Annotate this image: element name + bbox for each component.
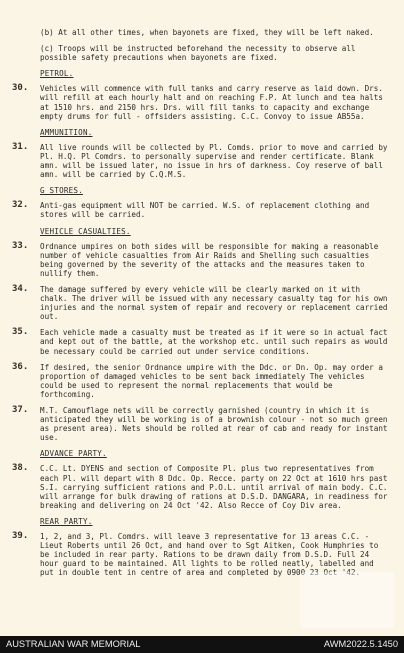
paragraph-35 <box>12 328 392 355</box>
footer-institution: AUSTRALIAN WAR MEMORIAL <box>6 639 141 649</box>
paragraph-31 <box>12 143 392 179</box>
paragraph-number: 33. <box>12 240 29 251</box>
paragraph-text: Anti-gas equipment will NOT be carried. W.S. of replacement clothing and stores will be carried. <box>40 201 370 220</box>
paragraph-number: 32. <box>12 200 29 211</box>
paragraph-text: If desired, the senior Ordnance umpire with the Ddc. or Dn. Op. may order a proportion of damaged vehicles to be sent back immediately The vehicles could be used to represent the normal replacements that would be forthcoming. <box>40 362 383 399</box>
heading-petrol: PETROL. <box>40 69 74 79</box>
heading-advance-party: ADVANCE PARTY. <box>40 449 107 459</box>
paragraph-34 <box>12 285 392 321</box>
paragraph-text: Each vehicle made a casualty must be treated as if it were so in actual fact and kept out of the battle, at the workshop etc. until such repairs as would be necessary could be carried out under service conditions. <box>40 328 388 356</box>
heading-ammunition: AMMUNITION. <box>40 127 93 137</box>
paragraph-text: M.T. Camouflage nets will be correctly garnished (country in which it is anticipated they will be working is of a brownish colour - not so much green as present area). Nets should be rolled at rear of cab and ready for instant use. <box>40 406 388 443</box>
paragraph-text: Ordnance umpires on both sides will be responsible for making a reasonable number of vehicle casualties from Air Raids and Shelling such casualties being governed by the severity of the attacks and the measures taken to nullify them. <box>40 241 379 278</box>
paragraph-30 <box>12 84 392 120</box>
paragraph-32 <box>12 201 392 219</box>
heading-rear-party: REAR PARTY. <box>40 516 93 526</box>
faded-ink-area <box>300 572 395 628</box>
footer-catalogue-id: AWM2022.5.1450 <box>323 639 398 649</box>
paragraph-number: 39. <box>12 531 29 542</box>
paragraph-number: 35. <box>12 327 29 338</box>
paragraph-text: C.C. Lt. DYENS and section of Composite Pl. plus two representatives from each Pl. will depart with 8 Ddc. Op. Recce. party on 22 Oct at 1610 hrs past S.I. carrying sufficient rations and P.O.L. until arrival of main body. C.C. will arrange for bulk drawing of rations at D.S.D. DANGARA, in readiness for breaking and delivering on 24 Oct '42. Also Recce of Coy Div area. <box>40 464 388 510</box>
paragraph-number: 31. <box>12 141 29 152</box>
paragraph-33 <box>12 242 392 278</box>
paragraph-text: 1, 2, and 3, Pl. Comdrs. will leave 3 representative for 13 areas C.C. - Lieut Roberts until 26 Oct, and hand over to Sgt Aitken, Cook Humphries to be included in rear party. Rations to be drawn daily from D.S.D. Full 24 hour guard to be maintained. All lights to be rolled neatly, labelled and put in double tent in centre of area and completed by 0900 23 Oct '42. <box>40 532 379 578</box>
heading-stores: G STORES. <box>40 186 83 196</box>
paragraph-37 <box>12 406 392 442</box>
paragraph-b: (b) At all other times, when bayonets are fixed, they will be left naked. <box>40 28 374 37</box>
paragraph-36 <box>12 363 392 399</box>
archive-footer <box>0 636 404 653</box>
paragraph-38 <box>12 464 392 509</box>
paragraph-number: 30. <box>12 83 29 94</box>
paragraph-text: The damage suffered by every vehicle will be clearly marked on it with chalk. The driver will be issued with any necessary casualty tag for his own injuries and the normal system of repair and recovery or replacement carried out. <box>40 284 388 322</box>
paragraph-number: 34. <box>12 283 29 294</box>
paragraph-number: 37. <box>12 405 29 415</box>
paragraph-number: 38. <box>12 463 29 474</box>
document-body <box>12 28 392 585</box>
paragraph-text: All live rounds will be collected by Pl. Comds. prior to move and carried by Pl. H.Q. Pl Comdrs. to personally supervise and render certificate. Blank amn. will be issued later, no issue in hrs of darkness. Coy reserve of ball amn. will be carried by C.Q.M.S. <box>40 142 388 180</box>
heading-vehicle-casualties: VEHICLE CASUALTIES. <box>40 226 131 236</box>
paragraph-39 <box>12 532 392 577</box>
paragraph-number: 36. <box>12 361 29 372</box>
paragraph-c: (c) Troops will be instructed beforehand the necessity to observe all possible safety precautions when bayonets are fixed. <box>40 44 356 63</box>
paragraph-text: Vehicles will commence with full tanks and carry reserve as laid down. Drs. will refill at each hourly halt and on reaching F.P. At lunch and tea halts at 1510 hrs. and 2150 hrs. Drs. will fill tanks to capacity and exchange empty drums for full - offsiders assisting. C.C. Convoy to issue AB55a. <box>40 84 383 121</box>
